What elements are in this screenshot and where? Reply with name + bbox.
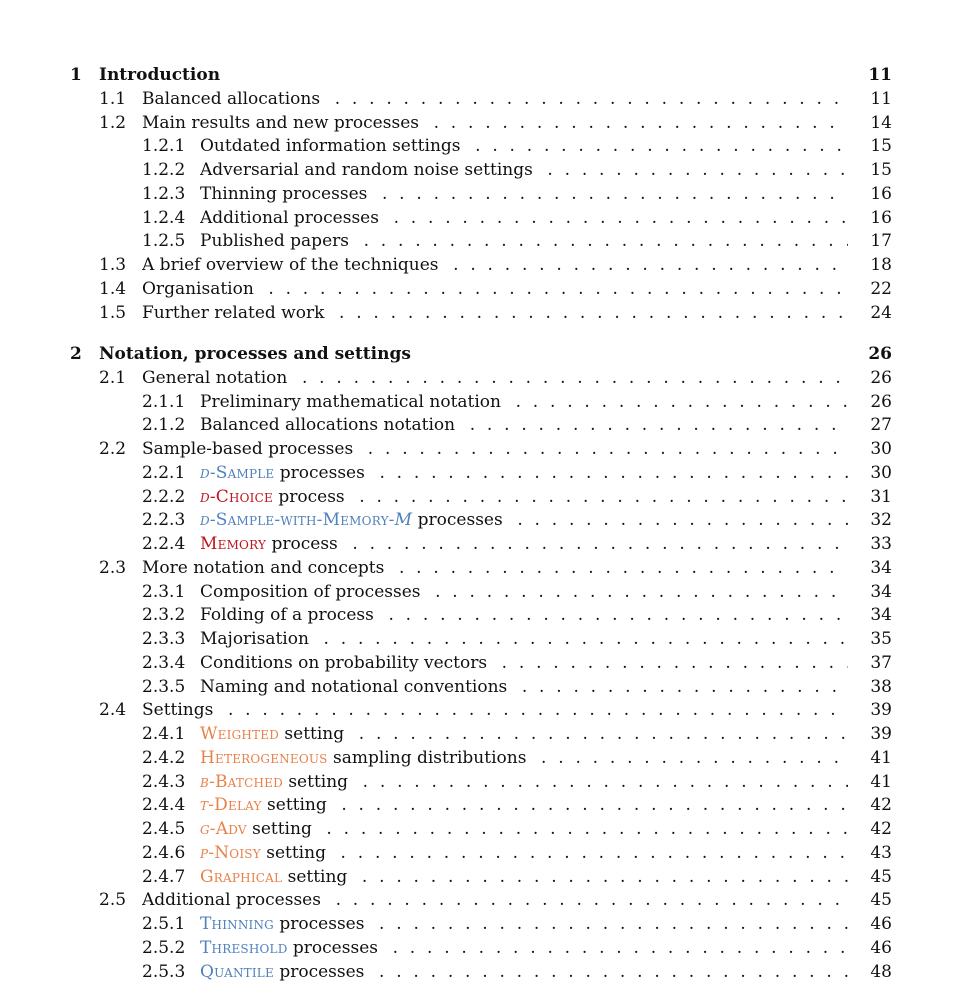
subsection-title[interactable]: Published papers . . .: [200, 229, 848, 253]
page-number: 16: [870, 207, 892, 228]
subsection-number: 2.3.1: [142, 581, 186, 602]
math-symbol: d: [200, 510, 210, 531]
section-title[interactable]: Sample-based processes . . .: [142, 437, 848, 461]
process-name: [200, 867, 282, 887]
title-tail: process: [266, 534, 338, 554]
title-tail: processes: [273, 914, 365, 934]
small-caps-text: -Choice: [209, 486, 273, 507]
toc-subsection-row[interactable]: [0, 841, 970, 865]
process-name: [200, 772, 283, 792]
page-number: 48: [870, 961, 892, 982]
subsection-number: 2.3.3: [142, 629, 186, 649]
subsection-title[interactable]: Outdated information settings . . .: [200, 134, 848, 158]
toc-subsection-row[interactable]: [0, 134, 970, 158]
subsection-number: 2.2.3: [142, 510, 186, 531]
subsection-number: 1.2.3: [142, 183, 186, 204]
section-number: 1.1: [99, 88, 127, 109]
page-number: 38: [870, 676, 892, 697]
toc-subsection-row[interactable]: [0, 461, 970, 485]
subsection-title[interactable]: [200, 485, 848, 509]
toc-section-row[interactable]: [0, 253, 970, 277]
toc-subsection-row[interactable]: [0, 603, 970, 627]
small-caps-text: Heterogeneous: [200, 747, 328, 768]
subsection-number: 2.4.2: [142, 747, 186, 768]
small-caps-text: Threshold: [200, 937, 288, 958]
page-number: 30: [870, 439, 892, 459]
toc-section-row[interactable]: [0, 111, 970, 135]
section-title[interactable]: General notation . . .: [142, 366, 848, 390]
toc-section-row[interactable]: [0, 277, 970, 301]
page-number: 46: [870, 937, 892, 958]
toc-section-row[interactable]: [0, 366, 970, 390]
subsection-title[interactable]: Preliminary mathematical notation . . .: [200, 390, 848, 414]
title-tail: processes: [412, 510, 503, 531]
math-symbol: d: [200, 462, 210, 483]
subsection-title[interactable]: [200, 960, 848, 984]
process-name: [200, 510, 412, 530]
toc-section-row[interactable]: [0, 87, 970, 111]
toc-subsection-row[interactable]: [0, 746, 970, 770]
subsection-number: 2.3.4: [142, 652, 186, 673]
title-tail: processes: [287, 937, 378, 958]
subsection-number: 2.4.4: [142, 795, 186, 816]
subsection-number: 2.5.1: [142, 914, 186, 934]
subsection-title[interactable]: [200, 841, 848, 865]
title-tail: setting: [246, 819, 312, 839]
chapter-number: 1: [70, 65, 82, 85]
chapter-title[interactable]: Introduction: [99, 65, 221, 85]
toc-subsection-row[interactable]: [0, 390, 970, 414]
page-number: 14: [870, 112, 892, 133]
toc-section-row[interactable]: [0, 301, 970, 325]
subsection-number: 2.2.1: [142, 462, 186, 483]
subsection-title[interactable]: [200, 770, 848, 794]
title-tail: setting: [282, 771, 349, 792]
page-number: 22: [870, 278, 892, 299]
toc-subsection-row[interactable]: [0, 485, 970, 509]
toc-subsection-row[interactable]: [0, 865, 970, 889]
title-tail: setting: [261, 795, 327, 816]
subsection-title[interactable]: [200, 936, 848, 960]
subsection-title[interactable]: [200, 461, 848, 485]
small-caps-text: -Delay: [208, 795, 262, 816]
toc-subsection-row[interactable]: [0, 912, 970, 936]
toc-chapter-row[interactable]: [0, 63, 970, 87]
process-name: [200, 534, 266, 554]
toc-subsection-row[interactable]: [0, 960, 970, 984]
page-number: 24: [870, 302, 892, 323]
process-name: [200, 819, 247, 839]
section-number: 2.5: [99, 890, 127, 911]
subsection-title[interactable]: Additional processes . . .: [200, 206, 848, 230]
subsection-title[interactable]: [200, 793, 848, 817]
process-name: [200, 843, 261, 863]
toc-subsection-row[interactable]: [0, 413, 970, 437]
chapter-title[interactable]: Notation, processes and settings: [99, 344, 411, 364]
subsection-title[interactable]: Thinning processes . . .: [200, 182, 848, 206]
subsection-number: 2.5.3: [142, 961, 186, 982]
math-symbol: ρ: [200, 842, 209, 863]
page-number: 32: [870, 510, 892, 531]
process-name: [200, 724, 279, 744]
small-caps-text: Quantile: [200, 961, 274, 982]
small-caps-text: -Noisy: [208, 842, 261, 863]
page-number: 43: [870, 842, 892, 863]
section-number: 1.3: [99, 255, 127, 275]
toc-subsection-row[interactable]: [0, 675, 970, 699]
small-caps-text: Graphical: [200, 866, 283, 887]
section-title[interactable]: Main results and new processes . . .: [142, 111, 848, 135]
title-tail: setting: [282, 866, 348, 887]
subsection-number: 2.2.4: [142, 534, 186, 554]
section-number: 1.2: [99, 112, 127, 133]
page-number: 41: [870, 747, 892, 768]
page-number: 16: [870, 183, 892, 204]
page-number: 27: [870, 415, 892, 436]
page-number: 31: [870, 486, 892, 507]
page-number: 11: [868, 65, 892, 85]
page-number: 34: [870, 605, 892, 626]
subsection-number: 1.2.4: [142, 207, 186, 228]
title-tail: setting: [260, 842, 326, 863]
page-number: 15: [870, 160, 892, 180]
subsection-title[interactable]: Naming and notational conventions . . .: [200, 675, 848, 699]
page-number: 33: [870, 534, 892, 554]
subsection-number: 1.2.1: [142, 136, 186, 157]
section-title[interactable]: Balanced allocations . . .: [142, 87, 848, 111]
subsection-number: 2.4.1: [142, 724, 186, 744]
page-number: 18: [870, 255, 892, 275]
title-tail: sampling distributions: [327, 747, 527, 768]
subsection-title[interactable]: [200, 912, 848, 936]
small-caps-text: -Batched: [209, 771, 283, 792]
toc-subsection-row[interactable]: [0, 793, 970, 817]
subsection-title[interactable]: [200, 746, 848, 770]
process-name: [200, 795, 262, 815]
small-caps-text: -Sample-with-Memory-: [209, 510, 395, 531]
section-number: 2.4: [99, 700, 127, 721]
subsection-number: 2.3.5: [142, 676, 186, 697]
toc-subsection-row[interactable]: [0, 158, 970, 182]
section-title[interactable]: Further related work . . .: [142, 301, 848, 325]
process-name: [200, 938, 288, 958]
math-symbol: M: [394, 510, 413, 531]
section-number: 2.1: [99, 367, 127, 388]
page-number: 30: [870, 462, 892, 483]
subsection-number: 2.4.6: [142, 842, 186, 863]
subsection-title[interactable]: [200, 508, 848, 532]
small-caps-text: -Adv: [209, 819, 247, 839]
toc-subsection-row[interactable]: [0, 206, 970, 230]
chapter-number: 2: [70, 344, 82, 364]
toc-subsection-row[interactable]: [0, 580, 970, 604]
page-number: 39: [870, 724, 892, 744]
process-name: [200, 962, 274, 982]
subsection-title[interactable]: [200, 817, 848, 841]
small-caps-text: Weighted: [200, 724, 280, 744]
subsection-title[interactable]: Folding of a process . . .: [200, 603, 848, 627]
page-number: 35: [870, 629, 892, 649]
subsection-title[interactable]: Majorisation . . .: [200, 627, 848, 651]
toc-subsection-row[interactable]: [0, 532, 970, 556]
page-number: 15: [870, 136, 892, 157]
page-number: 39: [870, 700, 892, 721]
process-name: [200, 914, 274, 934]
subsection-number: 2.1.1: [142, 391, 186, 412]
subsection-title[interactable]: [200, 722, 848, 746]
subsection-title[interactable]: Adversarial and random noise settings . . .: [200, 158, 848, 182]
subsection-number: 2.4.5: [142, 819, 186, 839]
title-tail: processes: [274, 462, 365, 483]
toc-subsection-row[interactable]: [0, 627, 970, 651]
math-symbol: b: [200, 771, 210, 792]
subsection-number: 2.3.2: [142, 605, 186, 626]
page-number: 26: [870, 367, 892, 388]
subsection-number: 2.5.2: [142, 937, 186, 958]
toc-subsection-row[interactable]: [0, 817, 970, 841]
page-number: 45: [870, 866, 892, 887]
page-number: 26: [868, 344, 892, 364]
toc-subsection-row[interactable]: [0, 508, 970, 532]
section-title[interactable]: Settings . . .: [142, 698, 848, 722]
title-tail: process: [272, 486, 345, 507]
section-number: 2.3: [99, 557, 127, 578]
section-title[interactable]: Organisation . . .: [142, 277, 848, 301]
small-caps-text: -Sample: [209, 462, 275, 483]
page-number: 46: [870, 914, 892, 934]
page-number: 34: [870, 581, 892, 602]
subsection-number: 2.4.3: [142, 771, 186, 792]
toc-section-row[interactable]: [0, 698, 970, 722]
subsection-title[interactable]: [200, 865, 848, 889]
toc-subsection-row[interactable]: [0, 722, 970, 746]
process-name: [200, 463, 274, 483]
toc-subsection-row[interactable]: [0, 182, 970, 206]
subsection-number: 2.1.2: [142, 415, 186, 436]
math-symbol: τ: [200, 795, 209, 816]
page-number: 37: [870, 652, 892, 673]
page-number: 11: [870, 88, 892, 109]
small-caps-text: Memory: [200, 534, 267, 554]
small-caps-text: Thinning: [200, 914, 274, 934]
toc-subsection-row[interactable]: [0, 651, 970, 675]
math-symbol: g: [200, 819, 210, 839]
subsection-number: 2.2.2: [142, 486, 186, 507]
page-number: 34: [870, 557, 892, 578]
page-number: 26: [870, 391, 892, 412]
math-symbol: d: [200, 486, 210, 507]
toc-section-row[interactable]: [0, 888, 970, 912]
process-name: [200, 748, 328, 768]
toc-subsection-row[interactable]: [0, 229, 970, 253]
toc-section-row[interactable]: [0, 437, 970, 461]
page-number: 17: [870, 231, 892, 252]
page-number: 41: [870, 771, 892, 792]
toc-chapter-row[interactable]: [0, 342, 970, 366]
subsection-title[interactable]: Conditions on probability vectors . . .: [200, 651, 848, 675]
subsection-number: 1.2.5: [142, 231, 186, 252]
subsection-title[interactable]: [200, 532, 848, 556]
section-number: 1.5: [99, 302, 127, 323]
section-title[interactable]: A brief overview of the techniques . . .: [142, 253, 848, 277]
title-tail: setting: [279, 724, 345, 744]
subsection-number: 1.2.2: [142, 160, 186, 180]
process-name: [200, 487, 273, 507]
toc-subsection-row[interactable]: [0, 936, 970, 960]
subsection-title[interactable]: Balanced allocations notation . . .: [200, 413, 848, 437]
title-tail: processes: [273, 961, 365, 982]
toc-section-row[interactable]: [0, 556, 970, 580]
section-number: 2.2: [99, 439, 127, 459]
section-number: 1.4: [99, 278, 127, 299]
subsection-title[interactable]: Composition of processes . . .: [200, 580, 848, 604]
page-number: 42: [870, 819, 892, 839]
section-title[interactable]: Additional processes . . .: [142, 888, 848, 912]
section-title[interactable]: More notation and concepts . . .: [142, 556, 848, 580]
page-number: 45: [870, 890, 892, 911]
toc-subsection-row[interactable]: [0, 770, 970, 794]
page-number: 42: [870, 795, 892, 816]
subsection-number: 2.4.7: [142, 866, 186, 887]
